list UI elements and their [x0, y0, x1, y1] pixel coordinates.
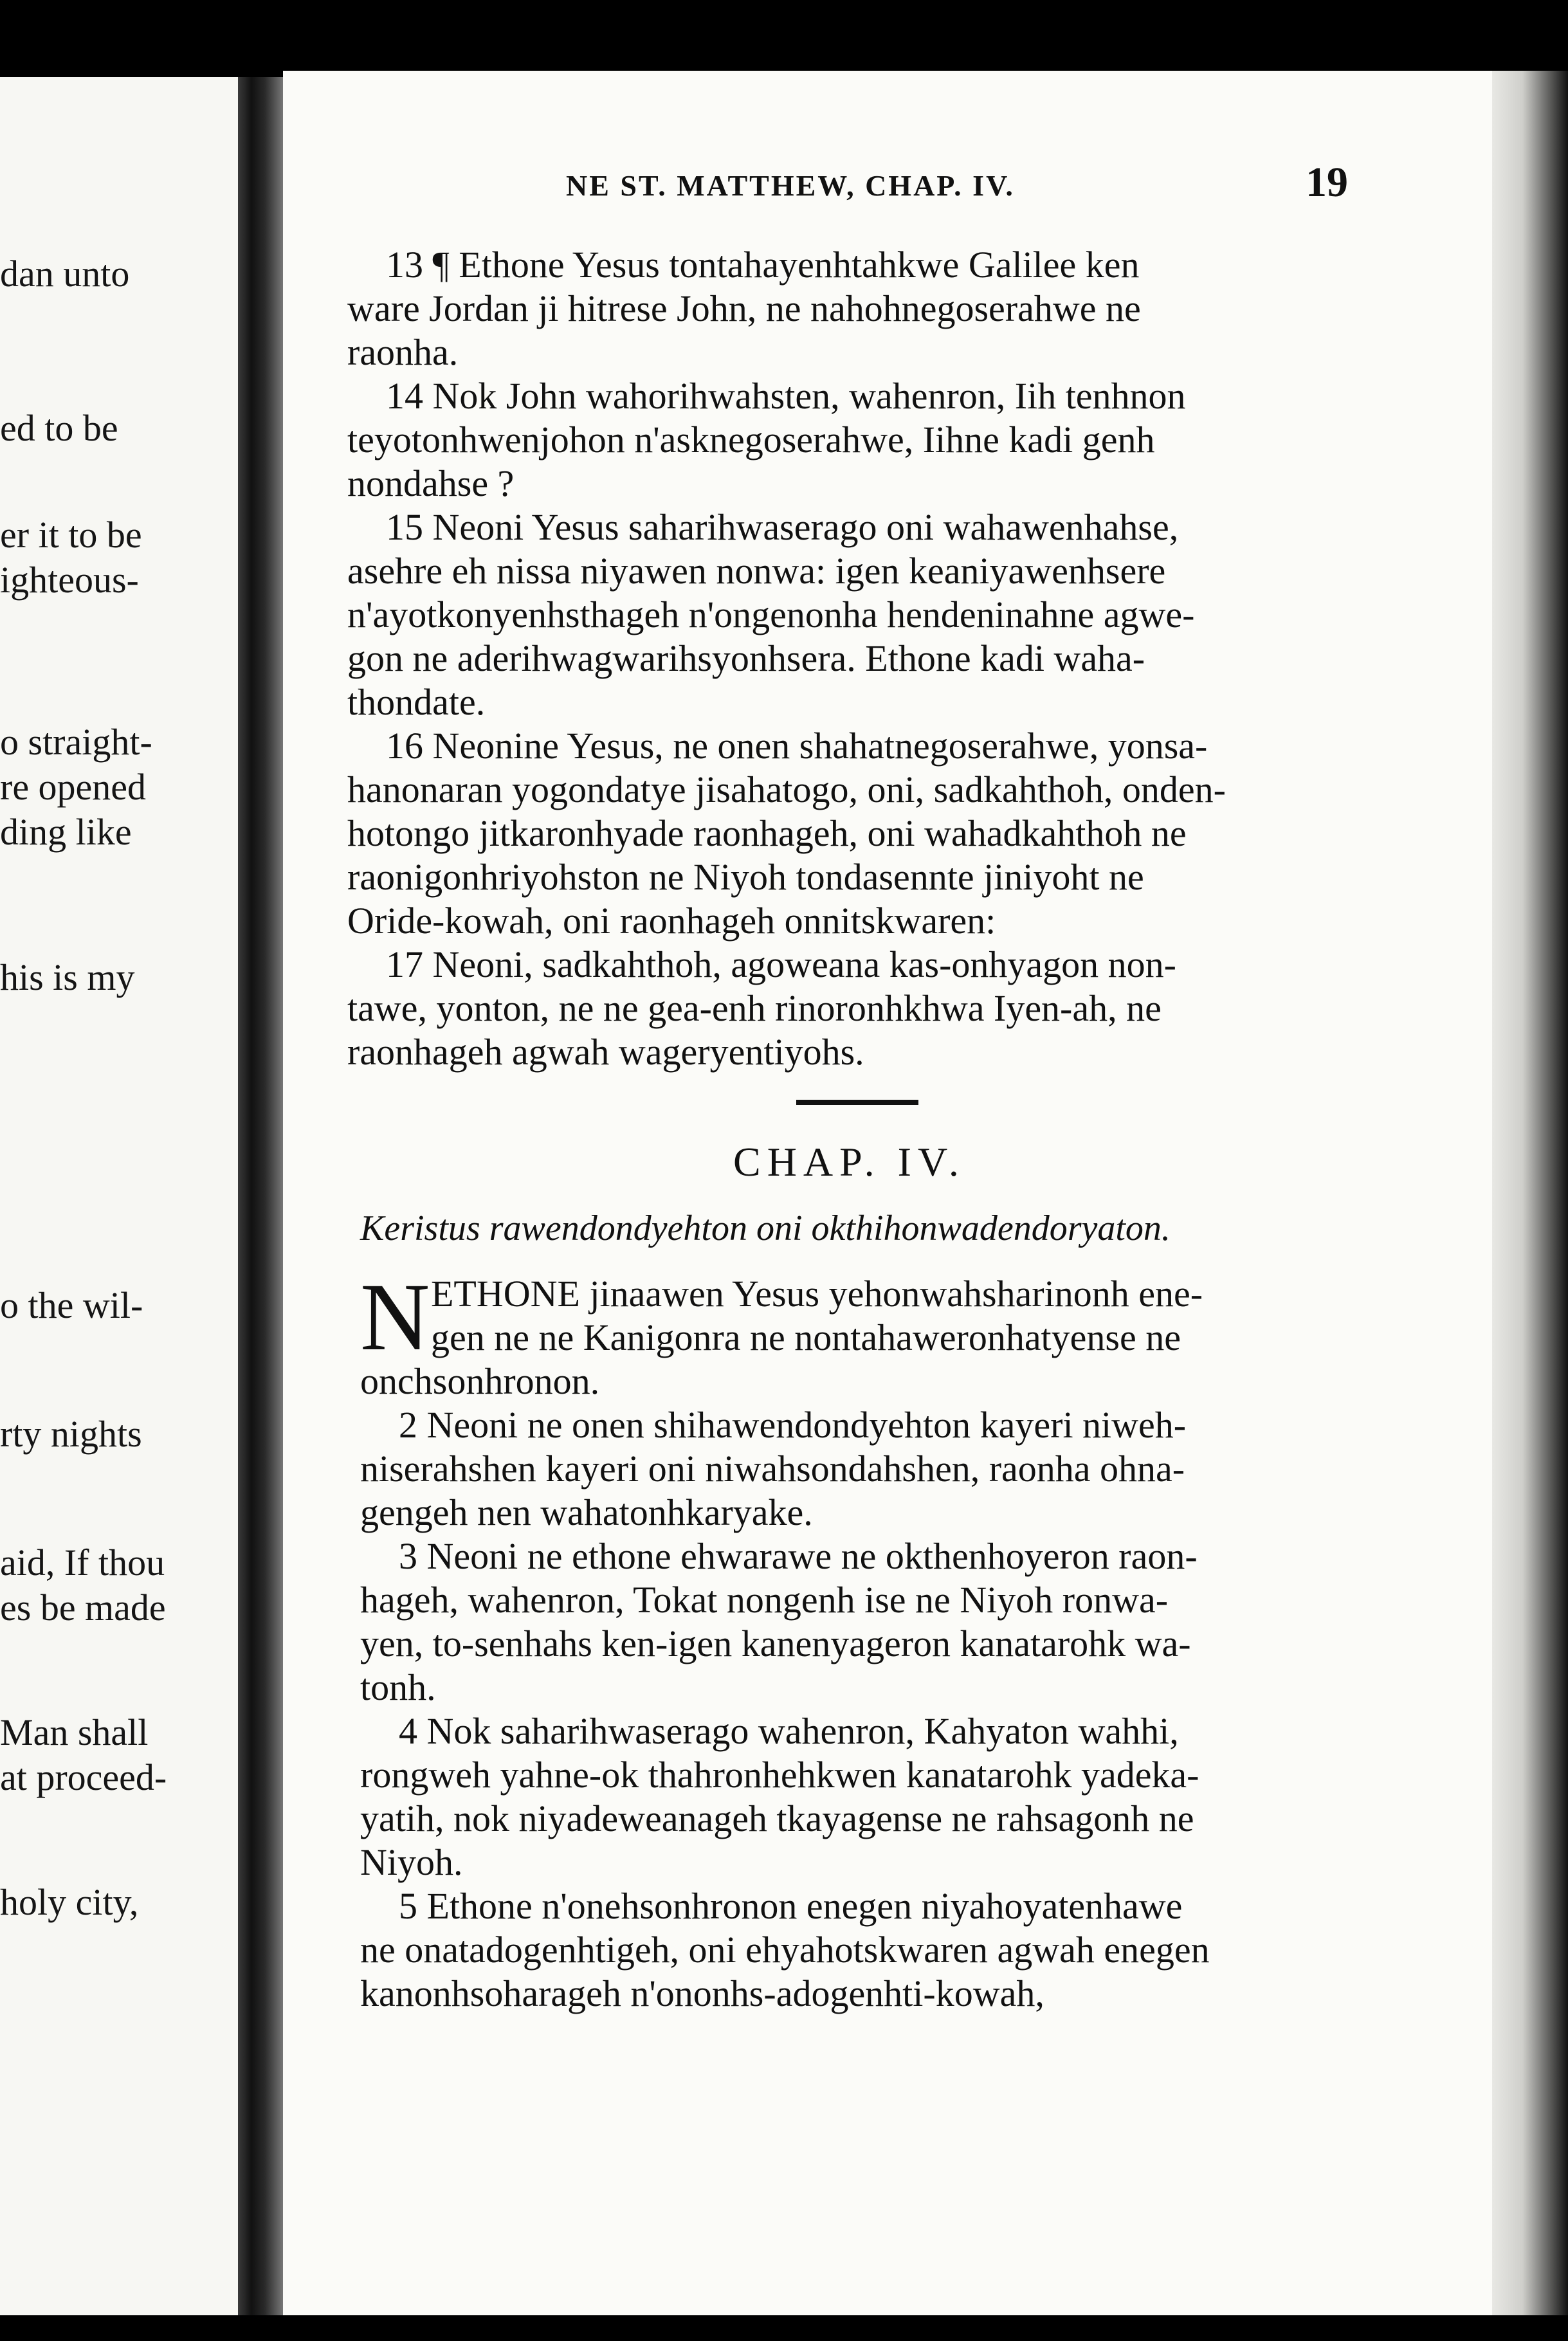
verse-line: raonigonhriyohston ne Niyoh tondasennte jiniyoht ne — [347, 856, 1144, 898]
left-facing-page — [0, 77, 238, 2315]
verse-line: Niyoh. — [360, 1841, 463, 1883]
verse-line: 14 Nok John wahorihwahsten, wahenron, Iih tenhnon — [386, 375, 1186, 417]
chapter-summary: Keristus rawendondyehton oni okthihonwadendoryaton. — [360, 1208, 1171, 1248]
book-gutter — [238, 77, 283, 2315]
verse-line: ware Jordan ji hitrese John, ne nahohnegoserahwe ne — [347, 287, 1141, 329]
verse-1-opening — [431, 1272, 1357, 1360]
verse-line: tawe, yonton, ne ne gea-enh rinoronhkhwa Iyen-ah, ne — [347, 987, 1162, 1029]
running-head: NE ST. MATTHEW, CHAP. IV. — [566, 169, 1015, 202]
verse-line: 17 Neoni, sadkahthoh, agoweana kas-onhyagon non- — [386, 943, 1176, 985]
verse-line: ETHONE jinaawen Yesus yehonwahsharinonh ene- — [431, 1273, 1203, 1315]
verse-line: 16 Neonine Yesus, ne onen shahatnegoserahwe, yonsa- — [386, 725, 1208, 767]
verse-line: niserahshen kayeri oni niwahsondahshen, raonha ohna- — [360, 1448, 1185, 1489]
verse-16 — [347, 724, 1357, 943]
verse-line: tonh. — [360, 1666, 436, 1708]
verse-5 — [360, 1884, 1370, 2016]
left-page-line: es be made — [0, 1587, 166, 1628]
verse-line: hanonaran yogondatye jisahatogo, oni, sadkahthoh, onden- — [347, 769, 1226, 810]
left-page-line: er it to be — [0, 514, 142, 556]
verse-line: ne onatadogenhtigeh, oni ehyahotskwaren agwah enegen — [360, 1929, 1210, 1971]
verse-line: teyotonhwenjohon n'asknegoserahwe, Iihne kadi genh — [347, 419, 1155, 460]
verse-line: Oride-kowah, oni raonhageh onnitskwaren: — [347, 900, 996, 942]
verse-line: 5 Ethone n'onehsonhronon enegen niyahoyatenhawe — [399, 1885, 1183, 1927]
verse-line: hageh, wahenron, Tokat nongenh ise ne Niyoh ronwa- — [360, 1579, 1169, 1621]
page-number: 19 — [1306, 159, 1348, 206]
verse-line: nondahse ? — [347, 462, 515, 504]
chapter-4-verses — [360, 1403, 1370, 2016]
left-page-line: ighteous- — [0, 559, 139, 601]
chapter-heading: CHAP. IV. — [733, 1139, 965, 1185]
verse-line: 2 Neoni ne onen shihawendondyehton kayeri niweh- — [399, 1404, 1187, 1446]
verse-line: 15 Neoni Yesus saharihwaserago oni wahawenhahse, — [386, 506, 1179, 548]
verse-4 — [360, 1709, 1370, 1884]
verse-line: raonhageh agwah wageryentiyohs. — [347, 1031, 864, 1073]
verse-line: raonha. — [347, 331, 459, 373]
verse-line: 4 Nok saharihwaserago wahenron, Kahyaton wahhi, — [399, 1710, 1179, 1752]
verse-line: kanonhsoharageh n'ononhs-adogenhti-kowah, — [360, 1972, 1044, 2014]
verse-17 — [347, 943, 1357, 1074]
verse-line: gon ne aderihwagwarihsyonhsera. Ethone kadi waha- — [347, 637, 1145, 679]
verse-line: onchsonhronon. — [360, 1360, 600, 1402]
verse-line: yatih, nok niyadeweanageh tkayagense ne rahsagonh ne — [360, 1798, 1194, 1839]
left-page-line: re opened — [0, 766, 147, 808]
left-page-line: Man shall — [0, 1711, 149, 1753]
left-page-line: rty nights — [0, 1413, 142, 1455]
verse-3 — [360, 1535, 1370, 1709]
verse-line: 3 Neoni ne ethone ehwarawe ne okthenhoyeron raon- — [399, 1535, 1198, 1577]
chapter-3-verses — [347, 243, 1357, 1074]
verse-1-continuation — [360, 1360, 1370, 1403]
verse-line: thondate. — [347, 681, 486, 723]
verse-13 — [347, 243, 1357, 374]
left-page-line: his is my — [0, 956, 135, 998]
left-page-line: dan unto — [0, 253, 130, 295]
left-page-line: o the wil- — [0, 1284, 143, 1326]
left-page-line: holy city, — [0, 1881, 139, 1923]
verse-2 — [360, 1403, 1370, 1535]
verse-line: asehre eh nissa niyawen nonwa: igen keaniyawenhsere — [347, 550, 1166, 592]
verse-line: 13 ¶ Ethone Yesus tontahayenhtahkwe Galilee ken — [386, 244, 1140, 286]
verse-15 — [347, 506, 1357, 724]
left-page-line: aid, If thou — [0, 1542, 165, 1583]
verse-line: gengeh nen wahatonhkaryake. — [360, 1491, 813, 1533]
verse-line: n'ayotkonyenhsthageh n'ongenonha hendeninahne agwe- — [347, 594, 1195, 635]
left-page-line: ed to be — [0, 407, 118, 449]
verse-line: yen, to-senhahs ken-igen kanenyageron kanatarohk wa- — [360, 1623, 1191, 1664]
drop-cap: N — [360, 1264, 430, 1371]
page-edge-shadow — [1492, 71, 1568, 2315]
left-page-line: o straight- — [0, 721, 152, 763]
verse-line: hotongo jitkaronhyade raonhageh, oni wahadkahthoh ne — [347, 812, 1187, 854]
verse-line: rongweh yahne-ok thahronhehkwen kanatarohk yadeka- — [360, 1754, 1199, 1796]
verse-14 — [347, 374, 1357, 506]
left-page-line: ding like — [0, 811, 132, 853]
verse-line: gen ne ne Kanigonra ne nontahaweronhatyense ne — [431, 1316, 1181, 1358]
left-page-line: at proceed- — [0, 1756, 167, 1798]
section-divider — [796, 1100, 918, 1105]
